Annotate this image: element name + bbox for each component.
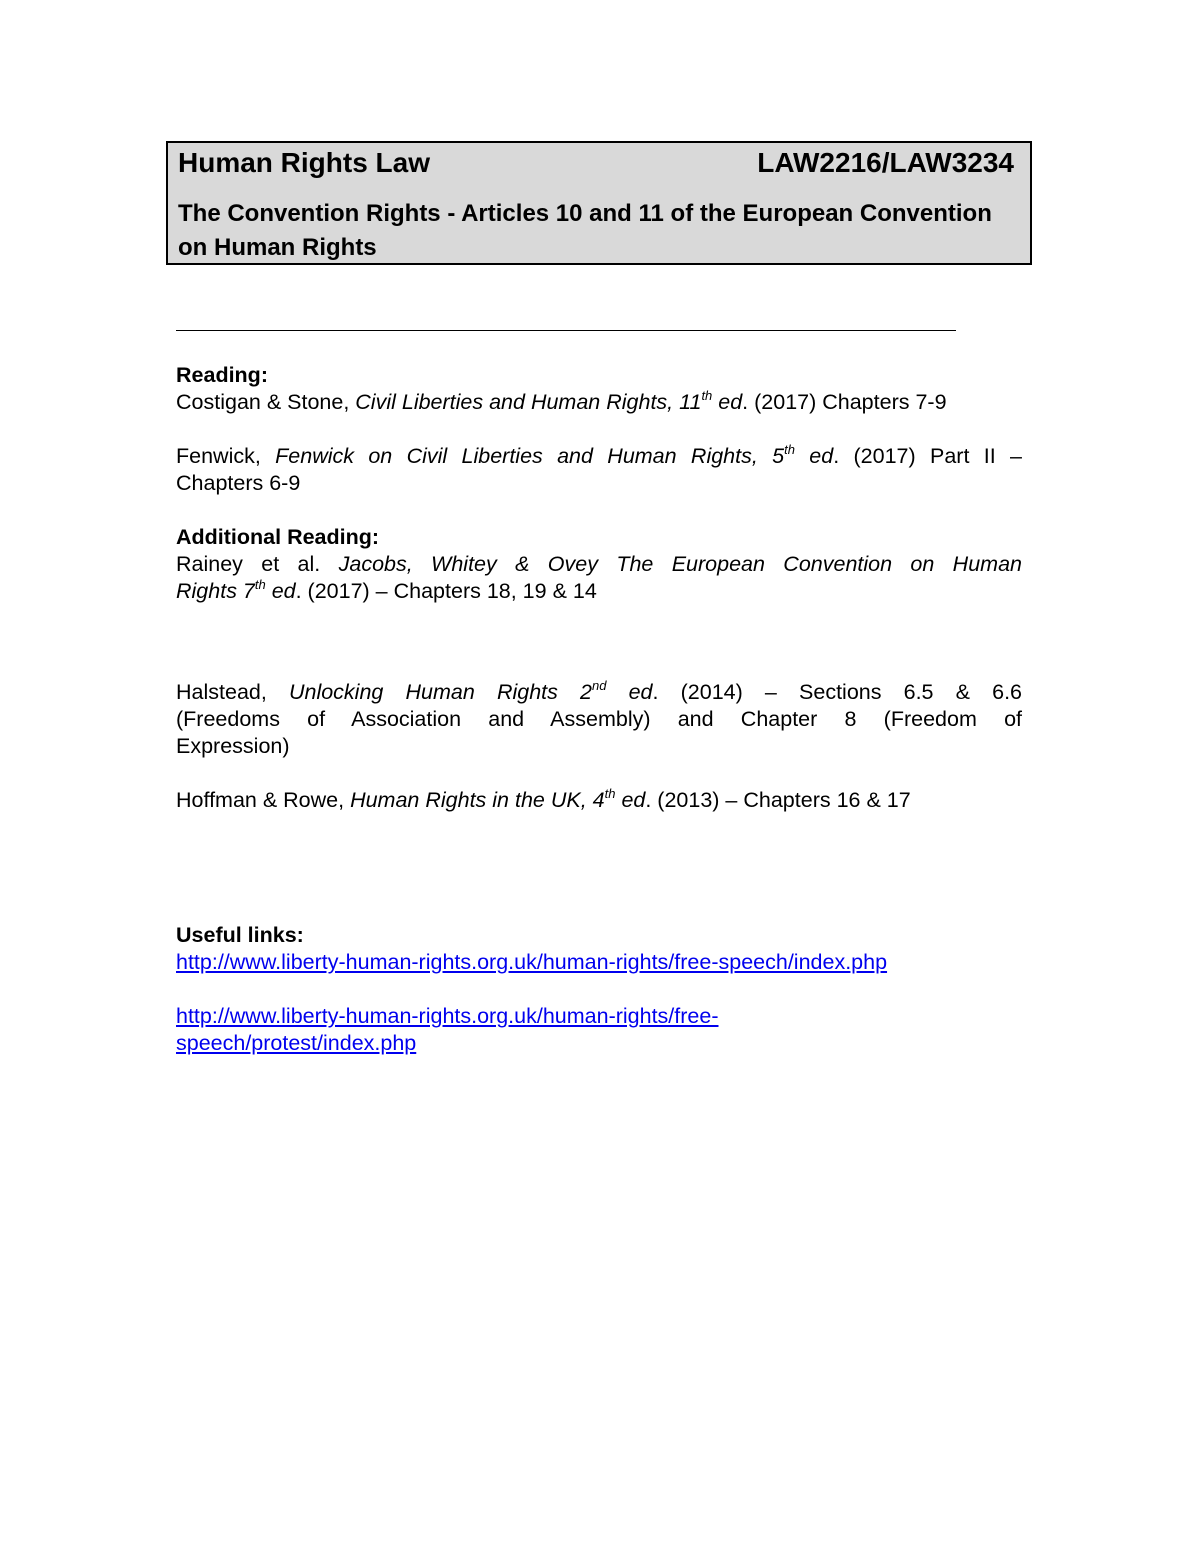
additional-reading-item: Rainey et al. Jacobs, Whitey & Ovey The European Convention on Human <box>176 552 1022 576</box>
divider-line <box>176 330 956 331</box>
course-header-box <box>166 141 1032 265</box>
useful-links-heading: Useful links: <box>176 923 304 947</box>
topic-title: The Convention Rights - Articles 10 and 11 of the European Convention on Human Rights <box>178 200 992 261</box>
protest-link[interactable]: http://www.liberty-human-rights.org.uk/human-rights/free- <box>176 1004 719 1028</box>
protest-link-continued[interactable]: speech/protest/index.php <box>176 1031 417 1055</box>
reading-item: Fenwick, Fenwick on Civil Liberties and Human Rights, 5th ed. (2017) Part II – <box>176 442 1022 468</box>
additional-reading-item-continued: (Freedoms of Association and Assembly) and Chapter 8 (Freedom of <box>176 707 1022 731</box>
useful-link <box>176 949 1022 976</box>
reading-heading: Reading: <box>176 363 268 387</box>
reading-item-continued: Chapters 6-9 <box>176 471 301 495</box>
course-code: LAW2216/LAW3234 <box>757 147 1014 178</box>
additional-reading-item-continued: Expression) <box>176 734 290 758</box>
additional-reading-item: Halstead, Unlocking Human Rights 2nd ed. (2014) – Sections 6.5 & 6.6 <box>176 678 1023 704</box>
additional-reading-item-continued: Rights 7th ed. (2017) – Chapters 18, 19 & 14 <box>176 577 597 603</box>
reading-list <box>176 362 1022 1057</box>
course-title: Human Rights Law <box>178 147 431 178</box>
additional-reading-item: Hoffman & Rowe, Human Rights in the UK, 4th ed. (2013) – Chapters 16 & 17 <box>176 786 911 812</box>
reading-item: Costigan & Stone, Civil Liberties and Human Rights, 11th ed. (2017) Chapters 7-9 <box>176 388 947 414</box>
free-speech-link[interactable]: http://www.liberty-human-rights.org.uk/human-rights/free-speech/index.php <box>176 950 888 974</box>
additional-reading-heading: Additional Reading: <box>176 525 380 549</box>
useful-link-continued <box>176 1030 1022 1057</box>
useful-link <box>176 1003 1022 1030</box>
